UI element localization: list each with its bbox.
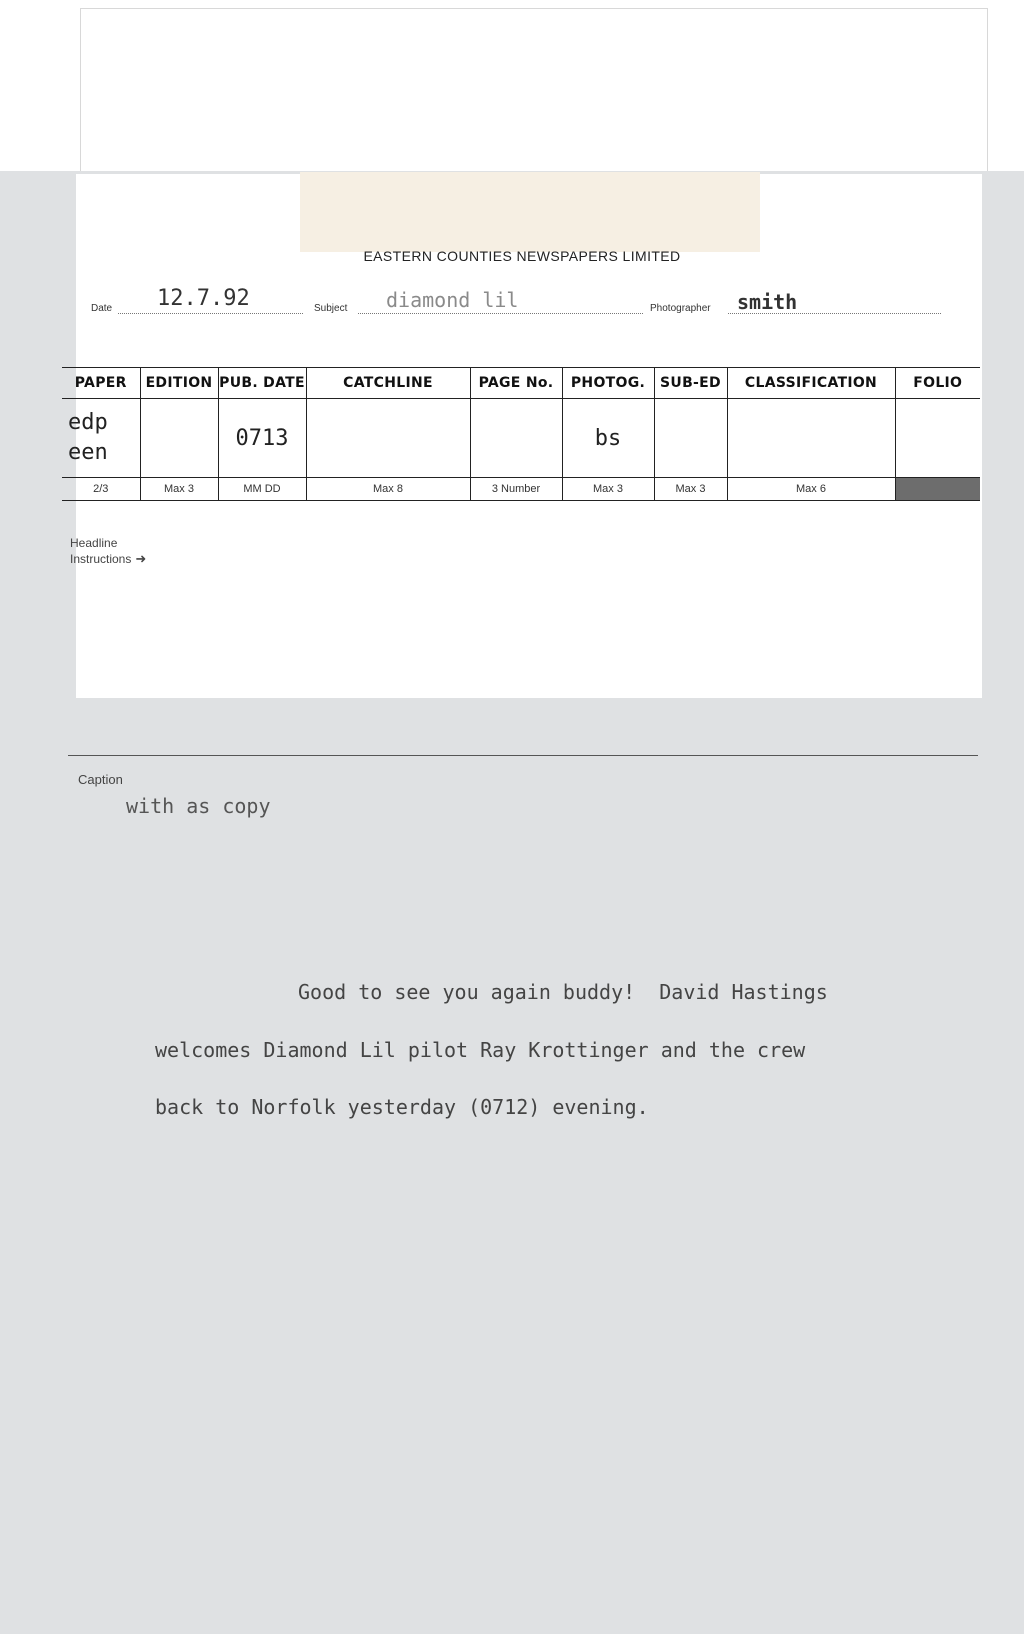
value-catchline bbox=[306, 399, 470, 478]
header-sub-ed: SUB-ED bbox=[654, 368, 727, 399]
caption-label: Caption bbox=[78, 772, 123, 787]
value-pub-date: 0713 bbox=[218, 399, 306, 478]
limit-page-no: 3 Number bbox=[470, 478, 562, 501]
value-paper-line1: edp bbox=[68, 410, 108, 435]
header-classification: CLASSIFICATION bbox=[727, 368, 895, 399]
caption-line-2: welcomes Diamond Lil pilot Ray Krottinger and the crew bbox=[155, 1038, 806, 1062]
limit-photog: Max 3 bbox=[562, 478, 654, 501]
caption-divider bbox=[68, 755, 978, 756]
grid-header-row bbox=[62, 368, 980, 399]
header-paper: PAPER bbox=[62, 368, 140, 399]
subject-dots bbox=[358, 313, 643, 314]
routing-grid bbox=[62, 367, 980, 501]
limit-sub-ed: Max 3 bbox=[654, 478, 727, 501]
back-sheet bbox=[80, 8, 988, 180]
value-sub-ed bbox=[654, 399, 727, 478]
headline-instructions bbox=[70, 536, 146, 567]
limit-pub-date: MM DD bbox=[218, 478, 306, 501]
header-edition: EDITION bbox=[140, 368, 218, 399]
caption-note: with as copy bbox=[126, 794, 271, 818]
limit-folio-shaded bbox=[895, 478, 980, 501]
grid-value-row bbox=[62, 399, 980, 478]
date-value: 12.7.92 bbox=[157, 286, 250, 311]
tape-strip bbox=[300, 172, 760, 252]
header-catchline: CATCHLINE bbox=[306, 368, 470, 399]
header-folio: FOLIO bbox=[895, 368, 980, 399]
subject-value: diamond lil bbox=[386, 288, 519, 312]
caption-line-3: back to Norfolk yesterday (0712) evening. bbox=[155, 1095, 649, 1119]
caption-line-1: Good to see you again buddy! David Hastings bbox=[298, 980, 828, 1004]
value-classification bbox=[727, 399, 895, 478]
headline-label-line2: Instructions bbox=[70, 552, 132, 566]
masthead: EASTERN COUNTIES NEWSPAPERS LIMITED bbox=[363, 248, 681, 264]
limit-edition: Max 3 bbox=[140, 478, 218, 501]
value-paper-line2: een bbox=[68, 440, 108, 465]
photographer-value: smith bbox=[737, 290, 798, 314]
date-dots bbox=[118, 313, 303, 314]
limit-classification: Max 6 bbox=[727, 478, 895, 501]
value-edition bbox=[140, 399, 218, 478]
headline-label-line1: Headline bbox=[70, 536, 118, 550]
date-label: Date bbox=[91, 303, 113, 314]
subject-label: Subject bbox=[314, 303, 348, 314]
value-paper bbox=[62, 399, 140, 478]
value-page-no bbox=[470, 399, 562, 478]
grid-limit-row bbox=[62, 478, 980, 501]
value-folio bbox=[895, 399, 980, 478]
limit-paper: 2/3 bbox=[62, 478, 140, 501]
header-page-no: PAGE No. bbox=[470, 368, 562, 399]
photographer-label: Photographer bbox=[650, 303, 711, 314]
header-pub-date: PUB. DATE bbox=[218, 368, 306, 399]
header-photog: PHOTOG. bbox=[562, 368, 654, 399]
limit-catchline: Max 8 bbox=[306, 478, 470, 501]
value-photog: bs bbox=[562, 399, 654, 478]
arrow-right-icon: ➜ bbox=[135, 551, 147, 566]
